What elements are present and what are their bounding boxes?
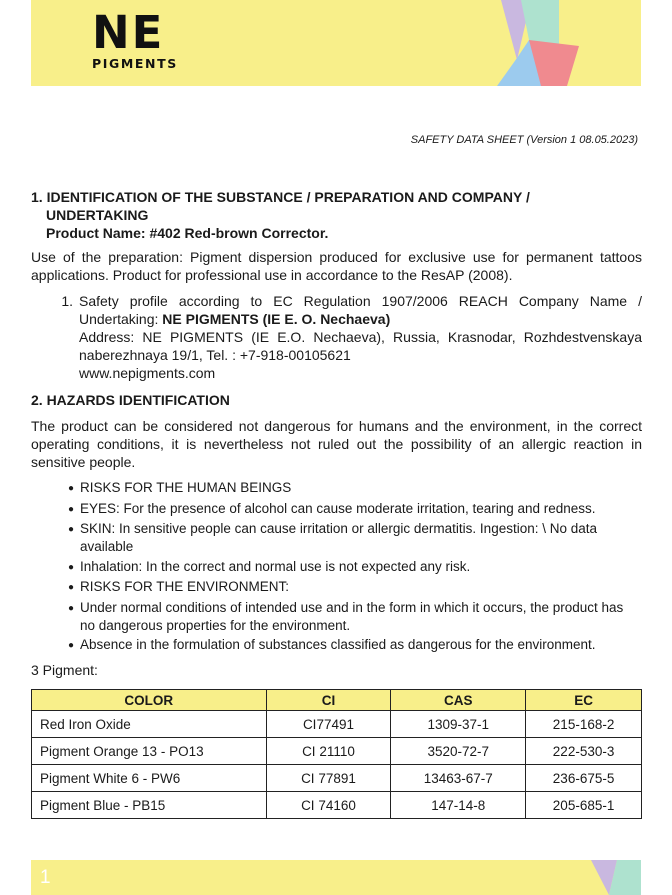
table-row — [32, 792, 642, 819]
numbered-item — [31, 292, 642, 382]
use-of-preparation: Use of the preparation: Pigment dispersion produced for exclusive use for permanent tattoos applications. Product for professional use in accordance to the ResAP (2008). — [31, 249, 642, 283]
list-item: ● Absence in the formulation of substances classified as dangerous for the environment. — [68, 636, 642, 655]
item-website: www.nepigments.com — [79, 365, 216, 381]
list-item: ● SKIN: In sensitive people can cause irritation or allergic dermatitis. Ingestion: \ No data available — [68, 521, 598, 554]
table-cell: 1309-37-1 — [391, 711, 526, 738]
section1-title-line1: 1. IDENTIFICATION OF THE SUBSTANCE / PREPARATION AND COMPANY / — [31, 189, 530, 205]
page-number: 1 — [40, 867, 51, 888]
table-cell: 236-675-5 — [526, 765, 642, 792]
column-header: EC — [526, 690, 642, 711]
item-body — [73, 292, 642, 382]
footer-decorative-shapes — [31, 860, 641, 895]
table-header-row — [32, 690, 642, 711]
table-row — [32, 711, 642, 738]
item-address: Address: NE PIGMENTS (IE E.O. Nechaeva), Russia, Krasnodar, Rozhdestvenskaya naberezhnaya 19/1, Tel. : +7-918-00105621 — [79, 329, 642, 363]
header-band — [31, 0, 641, 86]
list-item: ● RISKS FOR THE ENVIRONMENT: — [68, 578, 642, 597]
table-row — [32, 765, 642, 792]
footer-band — [31, 860, 641, 895]
table-cell: 3520-72-7 — [391, 738, 526, 765]
table-cell: Pigment Orange 13 - PO13 — [32, 738, 267, 765]
section1-title-line2: UNDERTAKING — [46, 207, 149, 223]
table-cell: 215-168-2 — [526, 711, 642, 738]
column-header: COLOR — [32, 690, 267, 711]
table-row — [32, 738, 642, 765]
section1-title — [31, 188, 642, 224]
table-cell: 147-14-8 — [391, 792, 526, 819]
bullet-icon: ● — [68, 582, 75, 593]
pigment-label: 3 Pigment: — [31, 662, 98, 678]
logo — [92, 6, 192, 71]
hazards-intro: The product can be considered not dangerous for humans and the environment, in the correct operating conditions, it is nevertheless not ruled out the possibility of an allergic reaction in sensitive people. — [31, 418, 642, 470]
bullet-icon: ● — [68, 640, 75, 651]
bullet-icon: ● — [68, 602, 75, 614]
logo-sub-text: PIGMENTS — [92, 56, 178, 71]
item-number: 1. — [61, 293, 73, 309]
product-name: Product Name: #402 Red-brown Corrector. — [46, 225, 329, 241]
bullet-icon: ● — [68, 503, 75, 515]
hazards-list — [68, 479, 642, 655]
column-header: CI — [266, 690, 391, 711]
bullet-icon: ● — [68, 483, 75, 494]
table-cell: CI 21110 — [266, 738, 391, 765]
section2-title: 2. HAZARDS IDENTIFICATION — [31, 392, 230, 408]
list-item: ● RISKS FOR THE HUMAN BEINGS — [68, 479, 642, 498]
document-content — [31, 188, 642, 819]
pigment-table — [31, 689, 642, 819]
column-header: CAS — [391, 690, 526, 711]
table-cell: CI 74160 — [266, 792, 391, 819]
item-text-prefix: Safety profile according to EC Regulation 1907/2006 REACH Company Name / Undertaking: — [79, 293, 642, 327]
table-cell: 205-685-1 — [526, 792, 642, 819]
table-cell: Pigment Blue - PB15 — [32, 792, 267, 819]
logo-main-text: NE — [92, 6, 165, 59]
item-company: NE PIGMENTS (IE E. O. Nechaeva) — [162, 311, 391, 327]
list-item: ● Inhalation: In the correct and normal use is not expected any risk. — [68, 558, 642, 577]
table-cell: CI 77891 — [266, 765, 391, 792]
table-cell: 13463-67-7 — [391, 765, 526, 792]
table-cell: Red Iron Oxide — [32, 711, 267, 738]
bullet-icon: ● — [68, 524, 75, 535]
document-reference: SAFETY DATA SHEET (Version 1 08.05.2023) — [410, 134, 638, 146]
bullet-icon: ● — [68, 561, 75, 573]
table-cell: 222-530-3 — [526, 738, 642, 765]
table-cell: CI77491 — [266, 711, 391, 738]
list-item: ● EYES: For the presence of alcohol can cause moderate irritation, tearing and redness. — [68, 500, 642, 519]
table-cell: Pigment White 6 - PW6 — [32, 765, 267, 792]
list-item: ● Under normal conditions of intended use and in the form in which it occurs, the product has no dangerous properties for the environment. — [68, 599, 624, 633]
